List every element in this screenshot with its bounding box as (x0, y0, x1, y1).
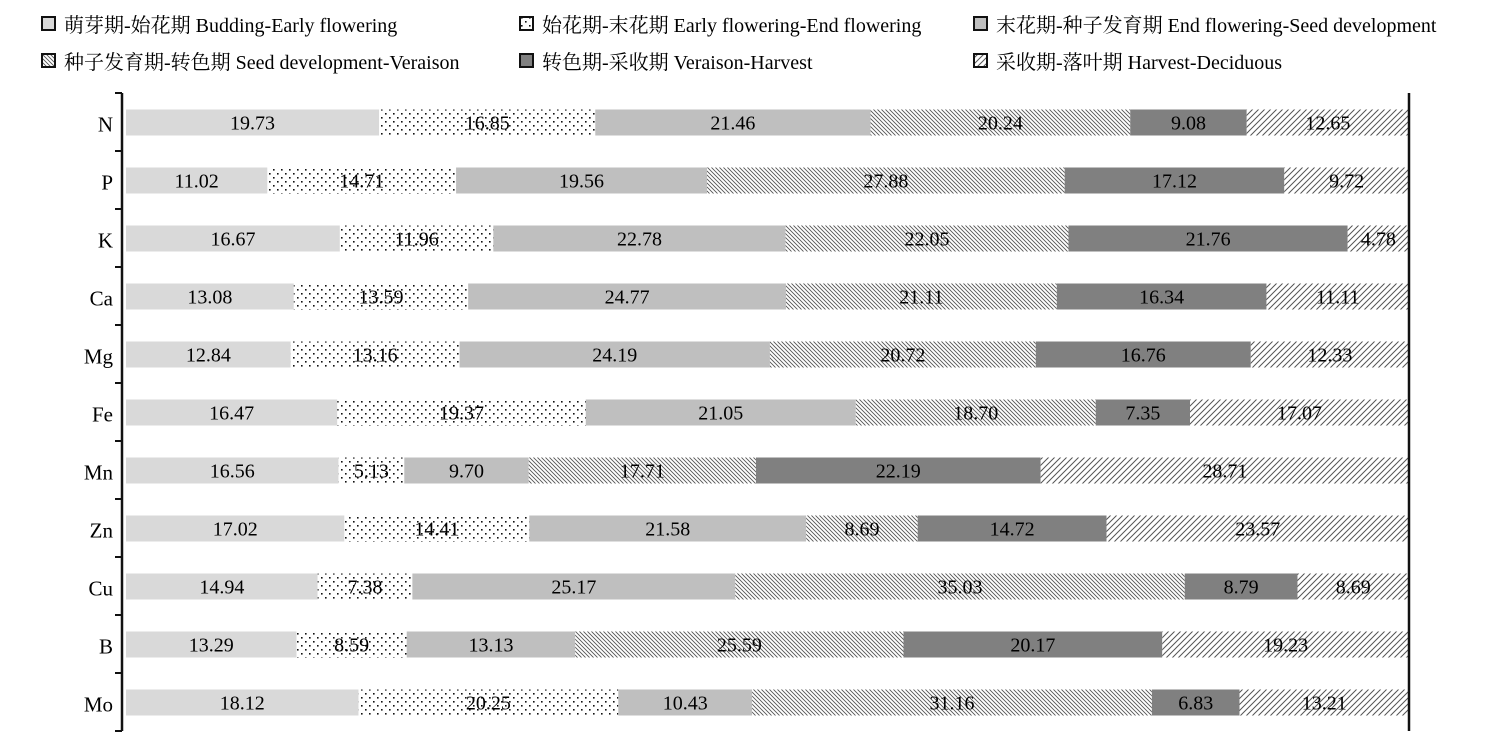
data-label: 17.71 (619, 460, 665, 483)
y-tick-label: Mg (83, 344, 113, 369)
data-label: 13.59 (358, 286, 404, 309)
y-tick-label: Fe (92, 402, 113, 427)
y-tick-label: P (101, 170, 113, 195)
data-label: 8.59 (334, 634, 370, 657)
data-label: 22.05 (904, 228, 950, 251)
data-label: 9.70 (449, 460, 485, 483)
legend-label: 种子发育期-转色期 Seed development-Veraison (64, 52, 460, 74)
legend-swatch (520, 17, 533, 30)
data-label: 12.65 (1305, 112, 1351, 135)
data-label: 17.07 (1277, 402, 1323, 425)
data-label: 31.16 (929, 692, 975, 715)
data-label: 18.70 (953, 402, 999, 425)
data-label: 21.58 (645, 518, 691, 541)
y-tick-label: K (97, 228, 113, 253)
data-label: 19.73 (230, 112, 276, 135)
data-label: 9.72 (1329, 170, 1365, 193)
data-label: 22.78 (616, 228, 662, 251)
data-label: 10.43 (662, 692, 708, 715)
y-tick-label: B (98, 634, 113, 659)
data-label: 8.79 (1223, 576, 1259, 599)
y-tick-label: Mo (83, 692, 113, 717)
data-label: 13.13 (468, 634, 514, 657)
data-label: 24.77 (604, 286, 650, 309)
data-label: 22.19 (875, 460, 921, 483)
data-label: 24.19 (592, 344, 638, 367)
data-label: 35.03 (937, 576, 983, 599)
data-label: 11.96 (394, 228, 439, 251)
data-label: 16.85 (464, 112, 510, 135)
data-label: 20.24 (977, 112, 1023, 135)
legend-label: 萌芽期-始花期 Budding-Early flowering (64, 15, 398, 37)
data-label: 18.12 (219, 692, 265, 715)
legend-swatch (42, 54, 55, 67)
data-label: 14.41 (414, 518, 460, 541)
data-label: 12.33 (1307, 344, 1353, 367)
data-label: 25.59 (716, 634, 762, 657)
data-label: 20.72 (880, 344, 926, 367)
data-label: 20.25 (465, 692, 511, 715)
data-label: 8.69 (1335, 576, 1371, 599)
legend-swatch (974, 54, 987, 67)
y-tick-label: Cu (88, 576, 113, 601)
data-label: 27.88 (863, 170, 909, 193)
data-label: 7.38 (347, 576, 383, 599)
data-label: 20.17 (1010, 634, 1056, 657)
legend-label: 末花期-种子发育期 End flowering-Seed development (996, 15, 1437, 37)
data-label: 21.05 (698, 402, 744, 425)
data-label: 23.57 (1235, 518, 1281, 541)
data-label: 13.29 (188, 634, 234, 657)
data-label: 5.13 (353, 460, 389, 483)
data-label: 21.76 (1185, 228, 1231, 251)
data-label: 16.47 (209, 402, 255, 425)
data-label: 19.56 (559, 170, 605, 193)
data-label: 12.84 (185, 344, 231, 367)
data-label: 16.67 (210, 228, 256, 251)
data-label: 28.71 (1202, 460, 1248, 483)
legend-label: 转色期-采收期 Veraison-Harvest (542, 52, 813, 74)
data-label: 25.17 (551, 576, 597, 599)
data-label: 16.56 (209, 460, 255, 483)
bars (126, 110, 1409, 716)
y-tick-label: Zn (89, 518, 113, 543)
legend-label: 采收期-落叶期 Harvest-Deciduous (996, 52, 1283, 74)
legend-swatch (520, 54, 533, 67)
data-label: 14.72 (989, 518, 1035, 541)
data-label: 19.23 (1263, 634, 1309, 657)
data-label: 14.94 (199, 576, 245, 599)
data-label: 21.46 (710, 112, 756, 135)
data-label: 11.11 (1315, 286, 1360, 309)
data-label: 17.02 (212, 518, 258, 541)
data-label: 17.12 (1151, 170, 1197, 193)
data-label: 9.08 (1170, 112, 1206, 135)
legend-label: 始花期-末花期 Early flowering-End flowering (542, 15, 922, 37)
data-label: 16.76 (1120, 344, 1166, 367)
legend-swatch (42, 17, 55, 30)
legend (42, 14, 1437, 74)
data-label: 4.78 (1360, 228, 1396, 251)
data-label: 16.34 (1139, 286, 1185, 309)
data-label: 21.11 (899, 286, 944, 309)
data-label: 7.35 (1125, 402, 1161, 425)
data-label: 11.02 (174, 170, 219, 193)
data-label: 13.08 (187, 286, 233, 309)
data-label: 6.83 (1178, 692, 1214, 715)
data-label: 19.37 (439, 402, 485, 425)
y-tick-label: N (97, 112, 113, 137)
y-tick-label: Ca (89, 286, 113, 311)
y-tick-label: Mn (83, 460, 113, 485)
data-label: 8.69 (844, 518, 880, 541)
data-label: 13.16 (352, 344, 398, 367)
data-label: 14.71 (339, 170, 385, 193)
legend-swatch (974, 17, 987, 30)
data-label: 13.21 (1301, 692, 1347, 715)
